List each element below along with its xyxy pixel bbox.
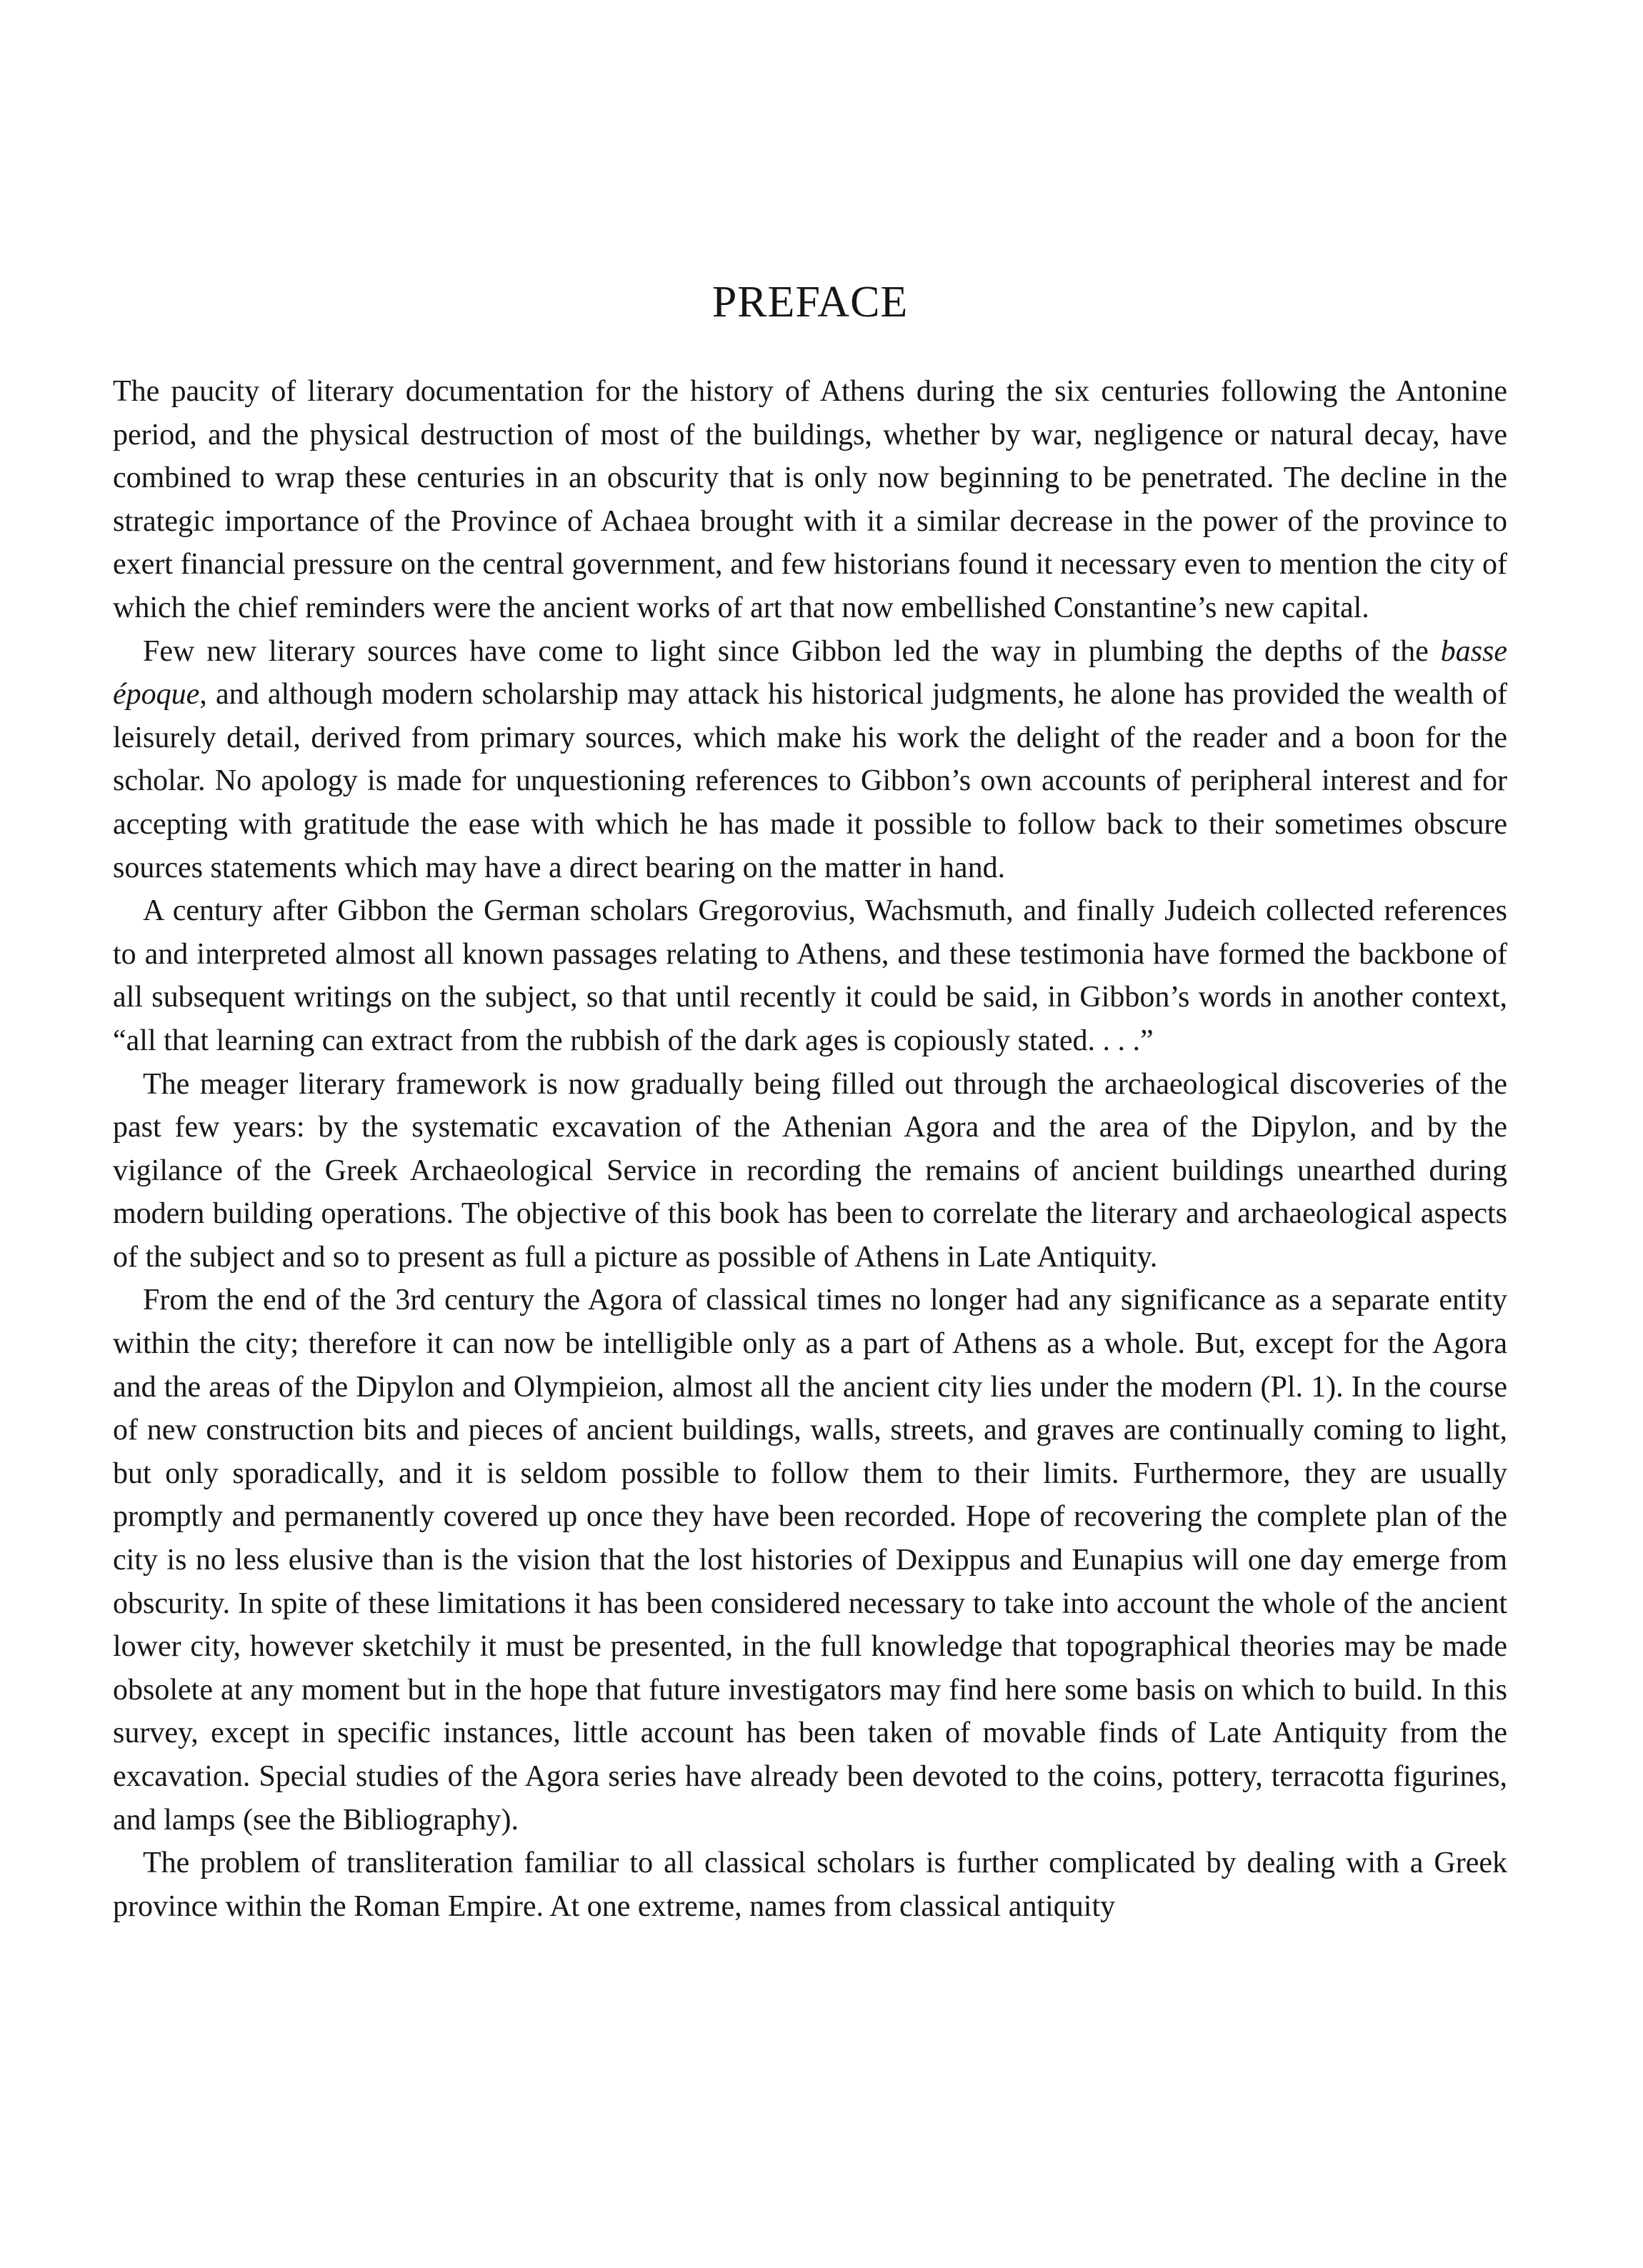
preface-page — [113, 280, 1507, 1928]
paragraph-2 — [113, 630, 1507, 890]
paragraph-4: The meager literary framework is now gradually being filled out through the archaeological discoveries of the past few years: by the systematic excavation of the Athenian Agora and the area of the Dipylon, and by the vigilance of the Greek Archaeological Service in recording the remains of ancient buildings unearthed during modern building operations. The objective of this book has been to correlate the literary and archaeological aspects of the subject and so to present as full a picture as possible of Athens in Late Antiquity. — [113, 1067, 1507, 1274]
paragraph-2-after: , and although modern scholarship may attack his historical judgments, he alone has provided the wealth of leisurely detail, derived from primary sources, which make his work the delight of the reader and a boon for the scholar. No apology is made for unquestioning references to Gibbon’s own accounts of peripheral interest and for accepting with gratitude the ease with which he has made it possible to follow back to their sometimes obscure sources statements which may have a direct bearing on the matter in hand. — [113, 678, 1507, 884]
paragraph-1: The paucity of literary documentation for the history of Athens during the six centuries following the Antonine period, and the physical destruction of most of the buildings, whether by war, negligence or natural decay, have combined to wrap these centuries in an obscurity that is only now beginning to be penetrated. The decline in the strategic importance of the Province of Achaea brought with it a similar decrease in the power of the province to exert financial pressure on the central government, and few historians found it necessary even to mention the city of which the chief reminders were the ancient works of art that now embellished Constantine’s new capital. — [113, 375, 1507, 624]
paragraph-2-before: Few new literary sources have come to light since Gibbon led the way in plumbing the depths of the — [143, 634, 1441, 668]
paragraph-6: The problem of transliteration familiar to all classical scholars is further complicated by dealing with a Greek province within the Roman Empire. At one extreme, names from classical antiquity — [113, 1847, 1507, 1923]
italic-phrase: basse époque — [113, 634, 1507, 711]
paragraph-5: From the end of the 3rd century the Agora of classical times no longer had any significance as a separate entity within the city; therefore it can now be intelligible only as a part of Athens as a whole. But, except for the Agora and the areas of the Dipylon and Olympieion, almost all the ancient city lies under the modern (Pl. 1). In the course of new construction bits and pieces of ancient buildings, walls, streets, and graves are continually coming to light, but only sporadically, and it is seldom possible to follow them to their limits. Furthermore, they are usually promptly and permanently covered up once they have been recorded. Hope of recovering the complete plan of the city is no less elusive than is the vision that the lost histories of Dexippus and Eunapius will one day emerge from obscurity. In spite of these limitations it has been considered necessary to take into account the whole of the ancient lower city, however sketchily it must be presented, in the full knowledge that topographical theories may be made obsolete at any moment but in the hope that future investigators may find here some basis on which to build. In this survey, except in specific instances, little account has been taken of movable finds of Late Antiquity from the excavation. Special studies of the Agora series have already been devoted to the coins, pottery, terracotta figurines, and lamps (see the Bibliography). — [113, 1284, 1507, 1837]
page-title: PREFACE — [711, 278, 909, 326]
paragraph-3: A century after Gibbon the German scholars Gregorovius, Wachsmuth, and finally Judeich collected references to and interpreted almost all known passages relating to Athens, and these testimonia have formed the backbone of all subsequent writings on the subject, so that until recently it could be said, in Gibbon’s words in another context, “all that learning can extract from the rubbish of the dark ages is copiously stated. . . .” — [113, 894, 1507, 1057]
